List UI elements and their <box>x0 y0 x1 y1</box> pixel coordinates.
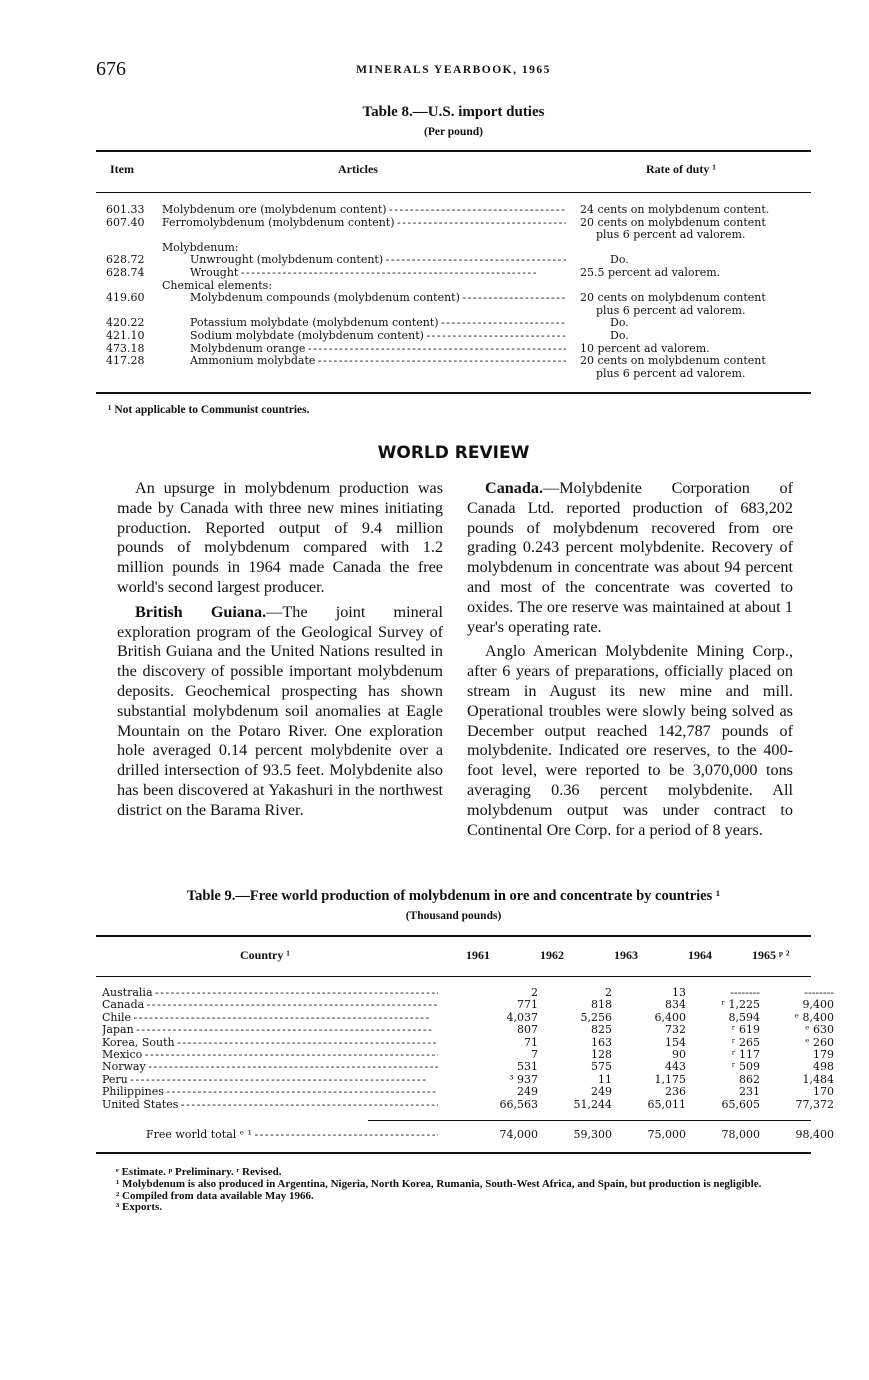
rate-of-duty: 20 cents on molybdenum content <box>580 215 766 229</box>
production-value: 179 <box>813 1047 834 1061</box>
tariff-item-code: 628.72 <box>106 253 145 267</box>
table9-row <box>96 1060 834 1074</box>
rate-of-duty: 24 cents on molybdenum content. <box>580 203 770 216</box>
table8-row <box>96 305 811 318</box>
table9-total-rule <box>368 1120 811 1121</box>
country-name: Japan - - - <box>102 1024 438 1036</box>
production-value: 65,011 <box>647 1097 686 1111</box>
production-value: 154 <box>665 1035 686 1049</box>
footnote-1: ¹ Molybdenum is also produced in Argentina, Nigeria, North Korea, Rumania, South-West Africa, and Spain, but production is negligible. <box>116 1177 762 1190</box>
tariff-item-code: 420.22 <box>106 316 145 330</box>
table8-header-item: Item <box>110 162 134 176</box>
table9-header-rule <box>96 976 811 977</box>
production-value: 90 <box>672 1047 686 1061</box>
table9-top-rule <box>96 935 811 937</box>
rate-of-duty: Do. <box>610 316 629 330</box>
production-value: 77,372 <box>795 1097 834 1111</box>
production-value: 128 <box>591 1047 612 1061</box>
table9-header-1962: 1962 <box>540 948 564 962</box>
production-value: 65,605 <box>721 1097 760 1111</box>
production-value: ʳ 117 <box>731 1047 760 1061</box>
table8-body <box>96 204 811 380</box>
production-value: 575 <box>591 1060 612 1074</box>
table9-body <box>96 986 834 1111</box>
article-name: Sodium molybdate (molybdenum content) - - - <box>190 330 566 343</box>
rate-of-duty: 10 percent ad valorem. <box>580 341 710 355</box>
production-value: 249 <box>517 1085 538 1099</box>
article-name: Molybdenum orange - - - <box>190 343 566 356</box>
article-name: Potassium molybdate (molybdenum content) - - - <box>190 317 566 330</box>
country-name: Norway - - - <box>102 1061 438 1073</box>
production-value: 834 <box>665 998 686 1012</box>
tariff-item-code: 421.10 <box>106 328 145 342</box>
production-value: 249 <box>591 1085 612 1099</box>
production-value: 1,484 <box>802 1072 834 1086</box>
production-value: 13 <box>672 986 686 999</box>
production-value: 498 <box>813 1060 834 1074</box>
production-value: 531 <box>517 1060 538 1074</box>
running-head: MINERALS YEARBOOK, 1965 <box>356 64 551 76</box>
production-value: 1,175 <box>654 1072 686 1086</box>
production-value: 2 <box>531 986 538 999</box>
table8-row <box>96 355 811 368</box>
production-value: ³ 937 <box>509 1072 538 1086</box>
paragraph-text: Anglo American Molybdenite Mining Corp., after 6 years of preparations, officially placed on stream in August its new mine and mill. Operational troubles were slowly being solved as December output reached 142,787 pounds of molybdenite. Indicated ore reserves, to the 400-foot level, were reported to be 3,070,000 tons averaging 0.36 percent molybdenite. All molybdenum output was under contract to Continental Ore Corp. for a period of 8 years. <box>467 642 793 839</box>
section-heading: WORLD REVIEW <box>377 443 530 463</box>
table8-header-articles: Articles <box>338 162 378 176</box>
tariff-item-code: 607.40 <box>106 215 145 229</box>
table8-header-rule <box>96 192 811 193</box>
table9-title: Table 9.—Free world production of molybdenum in ore and concentrate by countries ¹ <box>186 888 721 904</box>
production-value: 7 <box>531 1047 538 1061</box>
total-label: Free world total ᵉ ¹ - - - <box>146 1128 438 1141</box>
table8-header-row <box>96 162 811 182</box>
table8-title: Table 8.—U.S. import duties <box>362 104 545 120</box>
table8-row <box>96 368 811 381</box>
production-value: 51,244 <box>573 1097 612 1111</box>
production-value: 71 <box>524 1035 538 1049</box>
table8-row <box>96 330 811 343</box>
production-value: 771 <box>517 998 538 1012</box>
production-value: ʳ 1,225 <box>721 998 760 1012</box>
table9-row <box>96 1035 834 1049</box>
tariff-item-code: 473.18 <box>106 341 145 355</box>
production-value: 825 <box>591 1023 612 1037</box>
production-value: 8,594 <box>728 1010 760 1024</box>
total-value: 59,300 <box>573 1128 612 1141</box>
article-name: Wrought - - - <box>190 267 566 280</box>
production-value: ᵉ 260 <box>805 1035 834 1049</box>
article-name: Ammonium molybdate - - - <box>190 355 566 368</box>
table8-row <box>96 317 811 330</box>
rate-of-duty: plus 6 percent ad valorem. <box>596 228 746 242</box>
tariff-item-code: 628.74 <box>106 265 145 279</box>
table8-row <box>96 229 811 242</box>
table9-footnotes <box>102 1167 811 1214</box>
production-value: 11 <box>598 1072 612 1086</box>
rate-of-duty: 20 cents on molybdenum content <box>580 291 766 305</box>
production-value: 732 <box>665 1023 686 1037</box>
production-value: ʳ 619 <box>731 1023 760 1037</box>
article-name: Chemical elements: <box>162 279 273 292</box>
production-value: 4,037 <box>506 1010 538 1024</box>
rate-of-duty: 20 cents on molybdenum content <box>580 354 766 368</box>
production-value: 5,256 <box>580 1010 612 1024</box>
tariff-item-code: 419.60 <box>106 291 145 305</box>
country-name: Mexico - - - <box>102 1049 438 1061</box>
article-name: Molybdenum: <box>162 241 239 254</box>
table9-header-1961: 1961 <box>466 948 490 962</box>
table8-footnote: ¹ Not applicable to Communist countries. <box>108 404 310 416</box>
paragraph <box>117 479 443 598</box>
table9-row <box>96 1097 834 1111</box>
article-name: Ferromolybdenum (molybdenum content) - - - <box>162 217 566 230</box>
table9-subtitle: (Thousand pounds) <box>405 910 502 922</box>
tariff-item-code: 601.33 <box>106 203 145 216</box>
footnote-2: ² Compiled from data available May 1966. <box>116 1189 314 1202</box>
table9-header-row <box>96 948 811 968</box>
table9-header-1963: 1963 <box>614 948 638 962</box>
country-name: Peru - - - <box>102 1074 438 1086</box>
paragraph-text: —The joint mineral exploration program of the Geological Survey of British Guiana and the United Nations resulted in the discovery of possible important molybdenum deposits. Geochemical prospecting has shown substantial molybdenum soil anomalies at Eagle Mountain on the Potaro River. One exploration hole averaged 0.14 percent molybdenite over a drilled intersection of 93.5 feet. Molybdenite also has been discovered at Yakashuri in the northwest district on the Barama River. <box>117 602 443 819</box>
paragraph <box>467 479 793 637</box>
production-value: ᵉ 630 <box>805 1023 834 1037</box>
country-name: Philippines - - - <box>102 1086 438 1098</box>
table9-row <box>96 998 834 1012</box>
production-value: ᵉ 8,400 <box>794 1010 834 1024</box>
rate-of-duty: plus 6 percent ad valorem. <box>596 366 746 380</box>
table8-header-rate: Rate of duty ¹ <box>646 162 716 176</box>
country-name: United States - - - <box>102 1099 438 1111</box>
production-value: ʳ 265 <box>731 1035 760 1049</box>
paragraph <box>117 603 443 821</box>
country-name: Chile - - - <box>102 1012 438 1024</box>
article-name: Molybdenum compounds (molybdenum content) - - - <box>190 292 566 305</box>
paragraph-text: An upsurge in molybdenum production was made by Canada with three new mines initiating production. Reported output of 9.4 million pounds of molybdenum compared with 1.2 million pounds in 1964 made Canada the free world's second largest producer. <box>117 479 443 596</box>
table8-row <box>96 204 811 217</box>
total-value: 78,000 <box>721 1128 760 1141</box>
total-value: 74,000 <box>499 1128 538 1141</box>
production-value: 2 <box>605 986 612 999</box>
production-value: 163 <box>591 1035 612 1049</box>
table9-bottom-rule <box>96 1152 811 1154</box>
production-value: 236 <box>665 1085 686 1099</box>
production-value: 170 <box>813 1085 834 1099</box>
production-value: 231 <box>739 1085 760 1099</box>
production-value: 807 <box>517 1023 538 1037</box>
production-value: 9,400 <box>802 998 834 1012</box>
total-value: 98,400 <box>795 1128 834 1141</box>
production-value: -------- <box>804 986 834 999</box>
production-value: ʳ 509 <box>731 1060 760 1074</box>
tariff-item-code: 417.28 <box>106 354 145 368</box>
paragraph-text: —Molybdenite Corporation of Canada Ltd. reported production of 683,202 pounds of molybdenum recovered from ore grading 0.243 percent molybdenite. Recovery of molybdenum in concentrate was about 94 percent and most of the concentrate was coverted to oxides. The ore reserve was maintained at about 1 year's operating rate. <box>467 479 793 636</box>
table9-header-1965: 1965 ᵖ ² <box>752 948 790 962</box>
table8-row <box>96 292 811 305</box>
production-value: 443 <box>665 1060 686 1074</box>
production-value: 818 <box>591 998 612 1012</box>
rate-of-duty: plus 6 percent ad valorem. <box>596 303 746 317</box>
total-value: 75,000 <box>647 1128 686 1141</box>
rate-of-duty: Do. <box>610 253 629 267</box>
article-name: Molybdenum ore (molybdenum content) - - - <box>162 204 566 217</box>
table9-row <box>96 1047 834 1061</box>
left-column <box>117 479 443 821</box>
production-value: 66,563 <box>499 1097 538 1111</box>
production-value: 862 <box>739 1072 760 1086</box>
paragraph-lead: British Guiana. <box>135 602 267 621</box>
table8-subtitle: (Per pound) <box>424 126 483 138</box>
footnote-3: ³ Exports. <box>116 1201 163 1214</box>
footnote-legend: ᵉ Estimate. ᵖ Preliminary. ʳ Revised. <box>116 1166 282 1178</box>
rate-of-duty: Do. <box>610 328 629 342</box>
country-name: Canada - - - <box>102 999 438 1011</box>
table8-top-rule <box>96 150 811 152</box>
country-name: Australia - - - <box>102 987 438 999</box>
table9-row <box>96 1072 834 1086</box>
table8-row <box>96 267 811 280</box>
paragraph-lead: Canada. <box>485 479 544 497</box>
right-column <box>467 479 793 840</box>
table9-row <box>96 986 834 999</box>
production-value: -------- <box>730 986 760 999</box>
article-name: Unwrought (molybdenum content) - - - <box>190 254 566 267</box>
table9-row <box>96 1085 834 1099</box>
page-header <box>96 58 811 84</box>
production-value: 6,400 <box>654 1010 686 1024</box>
page-number: 676 <box>96 58 126 80</box>
table8-bottom-rule <box>96 392 811 394</box>
table9-header-country: Country ¹ <box>240 948 290 962</box>
country-name: Korea, South - - - <box>102 1037 438 1049</box>
table9-row <box>96 1023 834 1037</box>
table9-header-1964: 1964 <box>688 948 712 962</box>
table9-total-row <box>96 1128 834 1142</box>
table9-row <box>96 1010 834 1024</box>
paragraph <box>467 642 793 840</box>
rate-of-duty: 25.5 percent ad valorem. <box>580 265 721 279</box>
table8-row <box>96 242 811 255</box>
